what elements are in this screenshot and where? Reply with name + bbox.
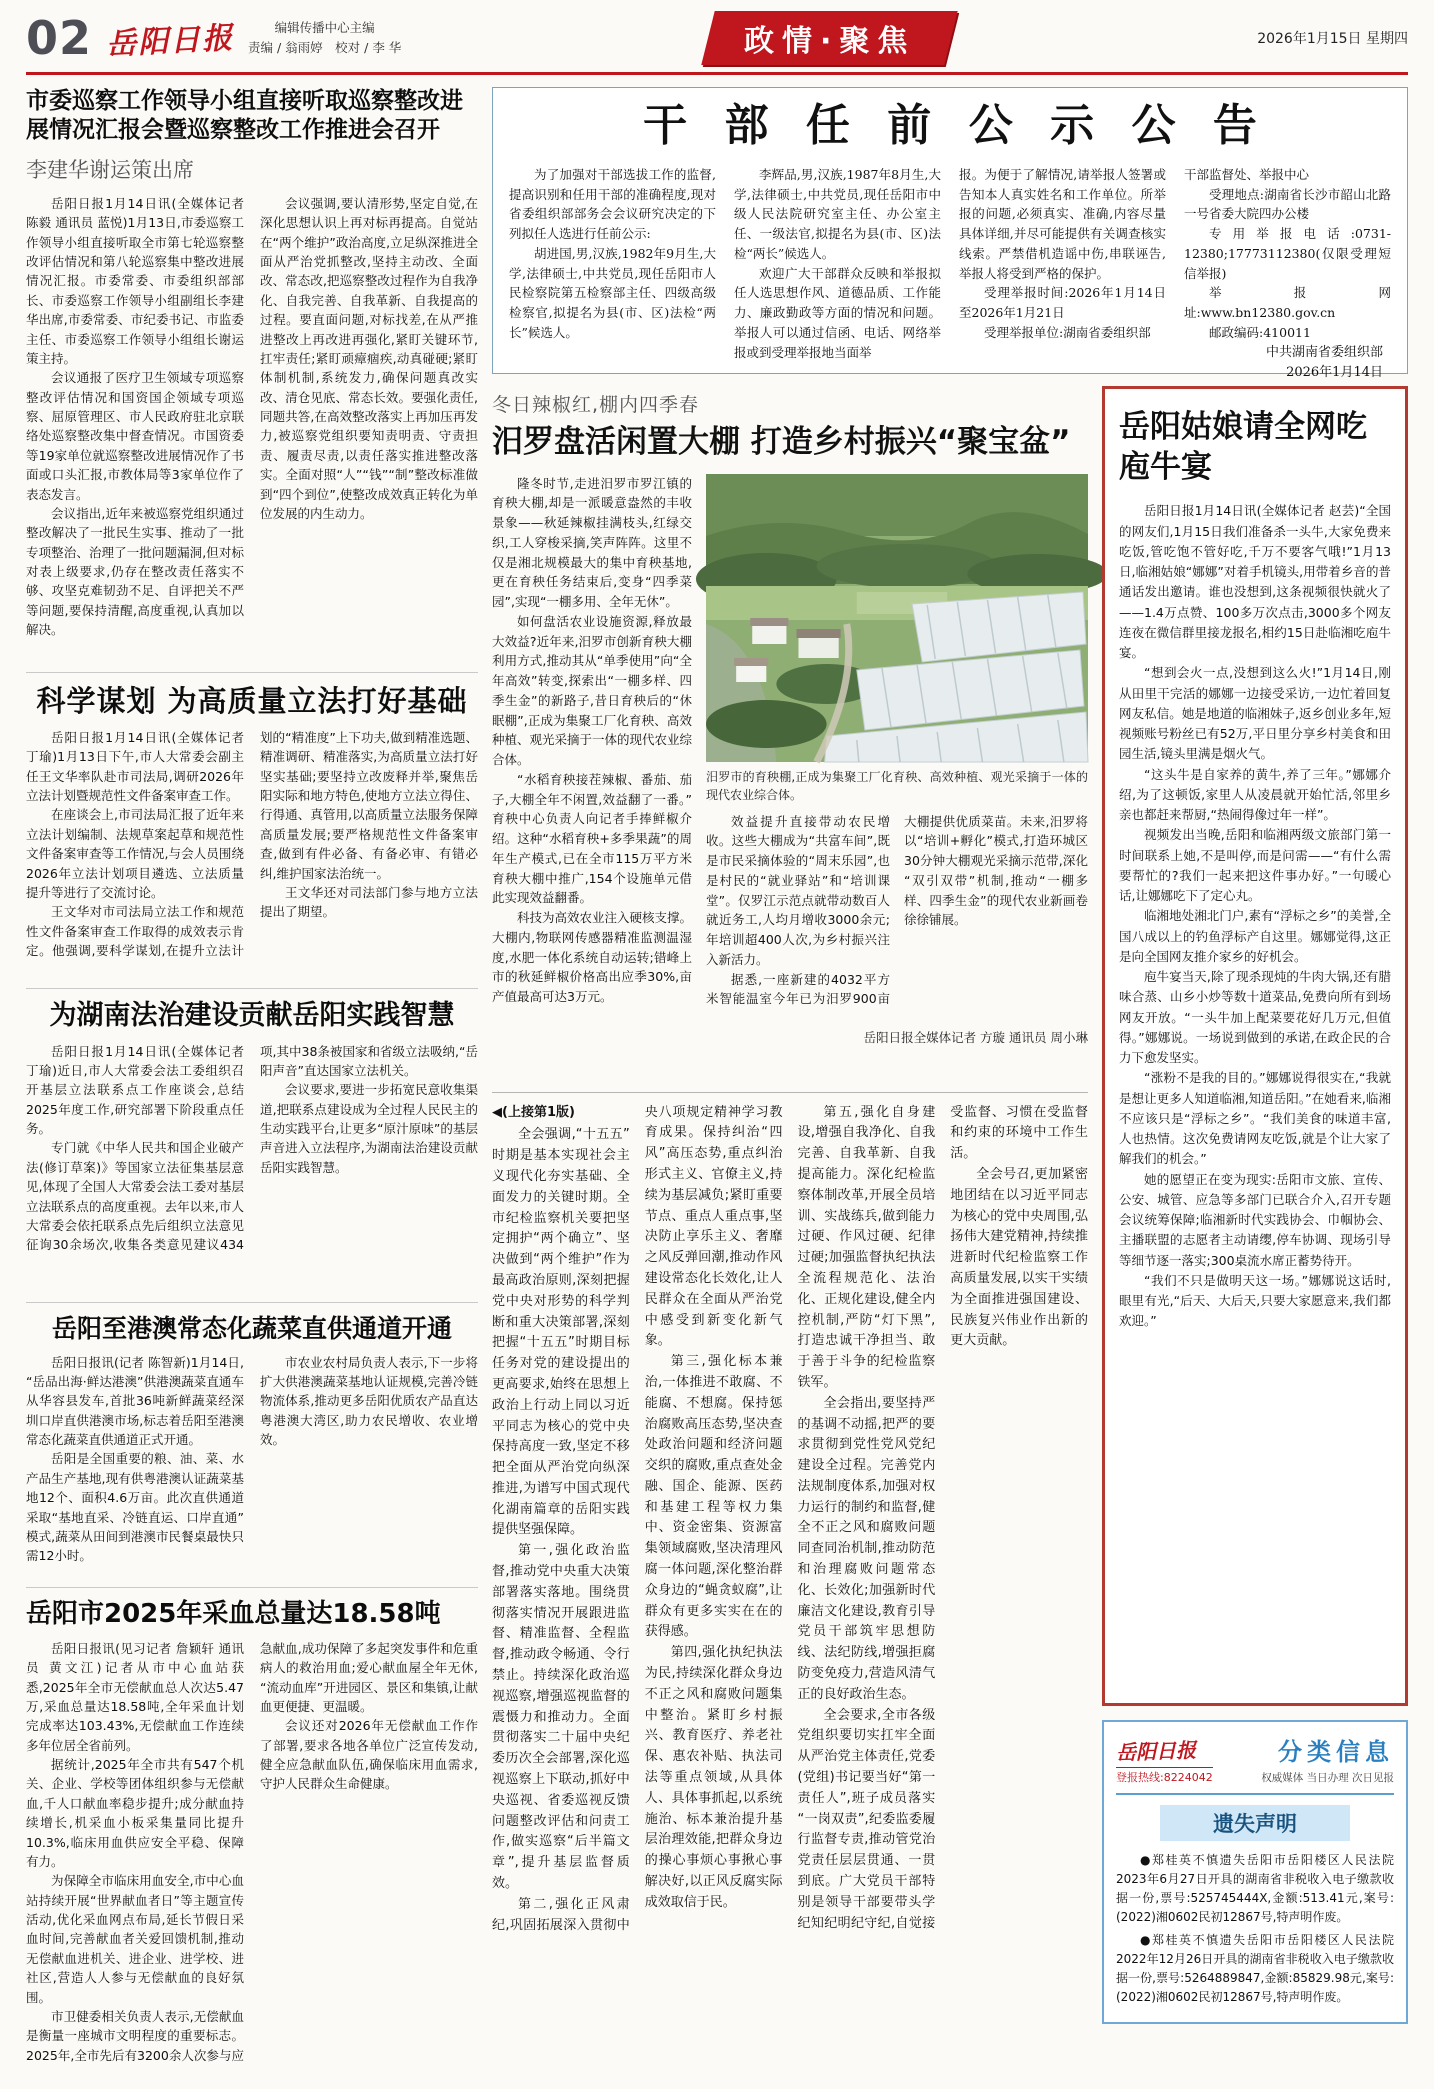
announcement-col-3 [959,165,1166,361]
greenhouse-article [492,390,1088,1078]
classified-header [1116,1732,1394,1795]
article-byline: 岳阳日报全媒体记者 方璇 通讯员 周小琳 [863,1029,1088,1045]
article-title: 岳阳市2025年采血总量达18.58吨 [26,1598,441,1629]
paragraph: 为了加强对干部选拔工作的监督,提高识别和任用干部的准确程度,现对省委组织部部务会会议研究决定的下列拟任人选进行任前公示: [509,166,716,242]
paragraph: 报。为便于了解情况,请举报人签署或告知本人真实姓名和工作单位。所举报的问题,必须真实、准确,内容尽量具体详细,并尽可能提供有关调查核实线索。严禁借机造谣中伤,串联诬告,举报人将受到严格的保护。 [959,166,1166,281]
article-title: 岳阳姑娘请全网吃庖牛宴 [1119,408,1367,486]
paragraph: 邮政编码:410011 [1209,324,1311,340]
paragraph: 隆冬时节,走进汨罗市罗江镇的育秧大棚,却是一派暖意盎然的丰收景象——秋延辣椒挂满枝头,红绿交织,工人穿梭采摘,笑声阵阵。这里不仅是湘北规模最大的集中育秧基地,更在育秧任务结束后,变身“四季菜园”,实现“一棚多用、全年无休”。 [492,475,692,610]
editor-title: 编辑传播中心主编 [274,20,375,35]
paragraph: 科技为高效农业注入硬核支撑。大棚内,物联网传感器精准监测温湿度,水肥一体化系统自动运转;错峰上市的秋延鲜椒价格高出应季30%,亩产值最高可达3万元。 [492,910,693,1005]
paragraph: 受理举报单位:湖南省委组织部 [984,324,1151,340]
announcement-col-2 [734,165,941,361]
editors-block [248,18,401,58]
paragraph: 为保障全市临床用血安全,市中心血站持续开展“世界献血者日”等主题宣传活动,优化采血网点布局,延长节假日采血时间,完善献血者关爱回馈机制,推动无偿献血进机关、进企业、进学校、进社区,营造人人参与无偿献血的良好氛围。 [26,1873,244,2005]
paragraph: 第二,强化正风肃纪,巩固拓展深入贯彻中央八项规定精神学习教育成果。保持纠治“四风”高压态势,重点纠治形式主义、官僚主义,持续为基层减负;紧盯重要节点、重点人重点事,坚决防止享乐主义、奢靡之风反弹回潮,推动作风建设常态化长效化,让人民群众在全面从严治党中感受到新变化新气象。 [492,1104,783,1933]
article-title: 为湖南法治建设贡献岳阳实践智慧 [49,999,455,1031]
continued-tag: ◀(上接第1版) [492,1104,575,1120]
left-column [26,87,478,2089]
loss-notice-title: 遗失声明 [1160,1805,1349,1841]
section-banner-wrap [401,11,1257,65]
paragraph: 全会指出,要坚持严的基调不动摇,把严的要求贯彻到党性党风党纪建设全过程。完善党内法规制度体系,加强对权力运行的制约和监督,健全不正之风和腐败问题同查同治机制,推动防范和治理腐败问题常态化、长效化;加强新时代廉洁文化建设,教育引导党员干部筑牢思想防线、法纪防线,增强拒腐防变免疫力,营造风清气正的良好政治生态。 [797,1395,936,1702]
paragraph: 会议通报了医疗卫生领域专项巡察整改评估情况和国资国企领域专项巡察、屈原管理区、市人民政府驻北京联络处巡察整改集中督查情况。市国资委等19家单位就巡察整改进展情况作了书面或口头汇报,市教体局等3家单位作了表态发言。 [26,370,244,502]
article-title: 科学谋划 为高质量立法打好基础 [36,683,468,718]
paragraph: 她的愿望正在变为现实:岳阳市文旅、宣传、公安、城管、应急等多部门已联合介入,召开专题会议统筹保障;临湘新时代实践协会、巾帼协会、主播联盟的志愿者主动请缨,停车协调、现场引导等细节逐一落实;300桌流水席正蓄势待开。 [1119,1171,1391,1268]
paragraph: 视频发出当晚,岳阳和临湘两级文旅部门第一时间联系上她,不是叫停,而是问需——“有什么需要帮忙的?我们一起来把这件事办好。”一句暖心话,让娜娜吃下了定心丸。 [1119,827,1391,904]
article-inspection-meeting [26,87,478,673]
masthead [26,8,1408,68]
article-title: 市委巡察工作领导小组直接听取巡察整改进展情况汇报会暨巡察整改工作推进会召开 [26,88,463,144]
middle-flow [492,386,1088,2025]
loss-notice-items [1116,1851,1394,2008]
article-body [26,1353,478,1577]
article-title: 岳阳至港澳常态化蔬菜直供通道开通 [51,1313,452,1343]
paragraph: “想到会火一点,没想到这么火!”1月14日,刚从田里干完活的娜娜一边接受采访,一边忙着回复网友私信。她是地道的临湘妹子,返乡创业多年,短视频账号粉丝已有52万,平日里分享乡村美食和田园生活,镜头里满是烟火气。 [1119,665,1391,762]
paragraph: “我们不只是做明天这一场。”娜娜说这话时,眼里有光,“后天、大后天,只要大家愿意来,我们都欢迎。” [1119,1272,1391,1329]
paragraph: 全会强调,“十五五”时期是基本实现社会主义现代化夯实基础、全面发力的关键时期。全市纪检监察机关要把坚定拥护“两个确立”、坚决做到“两个维护”作为最高政治原则,深刻把握党中央对形势的科学判断和重大决策部署,深刻把握“十五五”时期目标任务对党的建设提出的更高要求,始终在思想上政治上行动上同以习近平同志为核心的党中央保持高度一致,坚定不移把全面从严治党向纵深推进,为谱写中国式现代化湖南篇章的岳阳实践提供坚强保障。 [492,1127,630,1538]
article-kicker: 冬日辣椒红,棚内四季春 [492,393,700,416]
paragraph: 岳阳日报1月14日讯(全媒体记者 丁瑜)近日,市人大常委会法工委组织召开基层立法联系点工作座谈会,总结2025年度工作,研究部署下阶段重点任务。 [26,1043,244,1137]
page-content [26,87,1408,2089]
article-subtitle: 李建华谢运策出席 [26,157,194,182]
article-body-columns [706,812,1088,1022]
paragraph: 岳阳是全国重要的粮、油、菜、水产品生产基地,现有供粤港澳认证蔬菜基地12个、面积4.6万亩。此次直供通道采取“基地直采、冷链直运、口岸直通”模式,蔬菜从田间到港澳市民餐桌最快只需12小时。 [26,1451,244,1564]
announcement-columns [509,165,1391,381]
paragraph: 在座谈会上,市司法局汇报了近年来立法计划编制、法规草案起草和规范性文件备案审查等工作情况,与会人员围绕2026年立法计划项目遴选、立法质量提升等进行了交流讨论。 [26,807,244,900]
appointment-announcement [492,87,1408,381]
announcement-signature [1184,343,1391,385]
article-lead-column [492,474,692,1078]
paragraph: 第三,强化标本兼治,一体推进不敢腐、不能腐、不想腐。保持惩治腐败高压态势,坚决查处政治问题和经济问题交织的腐败,重点查处金融、国企、能源、医药和基建工程等权力集中、资金密集、资源富集领域腐败,坚决清理风腐一体问题,深化整治群众身边的“蝇贪蚁腐”,让群众有更多实实在在的获得感。 [644,1354,783,1640]
paragraph: 会议指出,近年来被巡察党组织通过整改解决了一批民生实事、推动了一批专项整治、治理了一批问题漏洞,但对标对表上级要求,仍存在整改责任落实不够、攻坚克难韧劲不足、自评把关不严等问题,要保持清醒,高度重视,认真加以解决。 [26,505,244,638]
paragraph: 干部监督处、举报中心 [1184,166,1310,182]
article-vegetable-channel [26,1313,478,1588]
article-photo-column [706,474,1088,1078]
paragraph: “水稻育秧接茬辣椒、番茄、茄子,大棚全年不闲置,效益翻了一番。”育秧中心负责人向记者手捧鲜椒介绍。这种“水稻育秧+多季果蔬”的周年生产模式,已在全市115万平方米育秧大棚中推广,154个设施单元借此实现效益翻番。 [492,771,692,906]
newspaper-logo: 岳阳日报 [105,20,236,63]
announcement-title: 干部任前公示公告 [643,100,1295,151]
continued-from-page-one [492,1092,1088,1943]
greenhouse-aerial-photo [706,474,1088,762]
classified-ads-box [1102,1720,1408,2025]
editor-names: 责编 / 翁雨婷 校对 / 李 华 [248,40,402,55]
paragraph: 临湘地处湘北门户,素有“浮标之乡”的美誉,全国八成以上的钓鱼浮标产自这里。娜娜觉得,这正是向全国网友推介家乡的好机会。 [1119,908,1391,964]
paragraph: 受理举报时间:2026年1月14日至2026年1月21日 [959,285,1166,321]
mid-row [492,386,1408,2025]
loss-notice-item: ●郑桂英不慎遗失岳阳市岳阳楼区人民法院2022年12月26日开具的湖南省非税收入电子缴款收据一份,票号:5264889847,金额:85829.98元,案号:(2022)湘0602民初12867号,特声明作废。 [1116,1932,1394,2005]
masthead-left [26,11,402,65]
article-blood-donation [26,1598,478,2079]
classified-brand-logo: 岳阳日报 [1115,1737,1197,1765]
section-banner [701,11,958,65]
paragraph: 岳阳日报1月14日讯(全媒体记者 陈毅 通讯员 蓝悦)1月13日,市委巡察工作领导小组直接听取全市第七轮巡察整改评估情况和第八轮巡察集中整改进展情况汇报。市委常委、市委组织部部长、市委巡察工作领导小组副组长李建华出席,市委常委、市纪委书记、市监委主任、市委巡察工作领导小组组长谢运策主持。 [26,195,244,366]
right-column [1102,386,1408,2025]
issue-date: 2026年1月15日 星期四 [1257,31,1408,47]
paragraph: 岳阳日报讯(记者 陈智新)1月14日,“岳品出海·鲜达港澳”供港澳蔬菜直通车从华容县发车,首批36吨新鲜蔬菜经深圳口岸直供港澳市场,标志着岳阳至港澳常态化蔬菜直供通道正式开通。 [26,1354,244,1448]
paragraph: 市农业农村局负责人表示,下一步将扩大供港澳蔬菜基地认证规模,完善冷链物流体系,推动更多岳阳优质农产品直达粤港澳大湾区,助力农民增收、农业增效。 [260,1354,478,1448]
article-body [26,1042,478,1292]
beef-feast-article [1102,386,1408,1706]
paragraph: 专门就《中华人民共和国企业破产法(修订草案)》等国家立法征集基层意见,体现了全国人大常委会法工委对基层立法联系点的高度重视。去年以来,市人大常委会依托联系点先后组织立法意见征询30余场次,收集各类意见建议434项,其中38条被国家和省级立法吸纳,“岳阳声音”直达国家立法机关。 [26,1043,478,1253]
classified-brand-block [1116,1735,1213,1785]
page-number: 02 [26,11,93,65]
announcement-col-4 [1184,165,1391,381]
classified-title: 分类信息 [1278,1737,1394,1766]
paragraph: 胡进国,男,汉族,1982年9月生,大学,法律硕士,中共党员,现任岳阳市人民检察院第五检察部主任、四级高级检察官,拟提名为县(市、区)法检“两长”候选人。 [509,245,716,340]
signature-org: 中共湖南省委组织部 [1265,344,1383,360]
article-body [1119,501,1391,1331]
article-body [26,1639,478,2069]
masthead-rule [26,72,1408,75]
paragraph: 第一,强化政治监督,推动党中央重大决策部署落实落地。围绕贯彻落实情况开展跟进监督、精准监督、全程监督,推动政令畅通、令行禁止。持续深化政治巡视巡察,增强巡视监督的震慑力和推动力。全面贯彻落实二十届中央纪委历次全会部署,深化巡视巡察上下联动,抓好中央巡视、省委巡视反馈问题整改评估和问责工作,做实巡察“后半篇文章”,提升基层监督质效。 [492,1543,630,1892]
classified-title-block [1261,1732,1394,1785]
section-title: 政情·聚焦 [743,24,915,59]
paragraph: 王文华还对司法部门参与地方立法提出了期望。 [260,884,478,920]
article-body [26,194,478,662]
paragraph: 王文华对市司法局立法工作和规范性文件备案审查工作取得的成效表示肯定。他强调,要科学谋划,在提升立法计划的“精准度”上下功夫,做到精准选题、精准调研、精准落实,为高质量立法打好坚实基础;要坚持立改废释并举,聚焦岳阳实际和地方特色,使地方立法立得住、行得通、真管用,以高质量立法服务保障高质量发展;要严格规范性文件备案审查,做到有件必备、有备必审、有错必纠,维护国家法治统一。 [26,729,478,959]
signature-date: 2026年1月14日 [1286,365,1383,381]
paragraph: 李辉品,男,汉族,1987年8月生,大学,法律硕士,中共党员,现任岳阳市中级人民法院研究室主任、办公室主任、一级法官,拟提名为县(市、区)法检“两长”候选人。 [734,166,941,261]
article-title: 汨罗盘活闲置大棚 打造乡村振兴“聚宝盆” [492,423,1071,460]
paragraph: 如何盘活农业设施资源,释放最大效益?近年来,汨罗市创新育秧大棚利用方式,推动其从“单季使用”向“全年高效”转变,探索出“一棚多样、四季生金”的新路子,昔日育秧后的“休眠棚”,正成为集聚工厂化育秧、高效种植、观光采摘于一体的现代农业综合体。 [492,613,693,768]
article-body [26,728,478,978]
announcement-col-4-body [1184,165,1391,343]
classified-hotline: 登报热线:8224042 [1116,1767,1213,1785]
paragraph: 专用举报电话:0731-12380;17773112380(仅限受理短信举报) [1184,226,1391,281]
paragraph: 据悉,一座新建的4032平方米智能温室今年已为汨罗900亩大棚提供优质菜苗。未来,汨罗将以“培训+孵化”模式,打造环城区30分钟大棚观光采摘示范带,深化“双引双带”机制,推动“一棚多样、四季生金”的现代农业新画卷徐徐铺展。 [706,813,1088,1007]
photo-caption: 汨罗市的育秧棚,正成为集聚工厂化育秧、高效种植、观光采摘于一体的现代农业综合体。 [706,769,1088,802]
paragraph: 效益提升直接带动农民增收。这些大棚成为“共富车间”,既是市民采摘体验的“周末乐园”,也是村民的“就业驿站”和“培训课堂”。仅罗江示范点就带动数百人就近务工,人均月增收3000余元;年培训超400人次,为乡村振兴注入新活力。 [706,813,890,967]
article-rule-of-law-wisdom [26,999,478,1303]
paragraph: “这头牛是自家养的黄牛,养了三年。”娜娜介绍,为了这顿饭,家里人从凌晨就开始忙活,邻里乡亲也都赶来帮厨,“热闹得像过年一样”。 [1119,766,1391,823]
paragraph: 会议还对2026年无偿献血工作作了部署,要求各地各单位广泛宣传发动,健全应急献血队伍,确保临床用血需求,守护人民群众生命健康。 [260,1718,478,1792]
article-body [492,474,1088,1078]
paragraph: 第五,强化自身建设,增强自我净化、自我完善、自我革新、自我提高能力。深化纪检监察体制改革,开展全员培训、实战练兵,做到能力过硬、作风过硬、纪律过硬;加强监督执纪执法全流程规范化、法治化、正规化建设,健全内控机制,严防“灯下黑”,打造忠诚干净担当、敢于善于斗争的纪检监察铁军。 [797,1104,936,1390]
paragraph: “涨粉不是我的目的。”娜娜说得很实在,“我就是想让更多人知道临湘,知道岳阳。”在她看来,临湘不应该只是“浮标之乡”。“我们美食的味道丰富,人也热情。这次免费请网友吃饭,就是个让大家了解我们的机会。” [1119,1070,1391,1167]
article-legislation-planning [26,683,478,989]
paragraph: 第四,强化执纪执法为民,持续深化群众身边不正之风和腐败问题集中整治。紧盯乡村振兴、教育医疗、养老社保、惠农补贴、执法司法等重点领域,从具体人、具体事抓起,以系统施治、标本兼治提升基层治理效能,把群众身边的操心事烦心事揪心事解决好,以正风反腐实际成效取信于民。 [644,1645,783,1910]
paragraph: 会议强调,要认清形势,坚定自觉,在深化思想认识上再对标再提高。自觉站在“两个维护”政治高度,立足纵深推进全面从严治党抓整改,坚持主动改、全面改、常态改,把巡察整改过程作为自我净化、自我完善、自我革新、自我提高的过程。要直面问题,对标找差,在从严推进整改上再改进再强化,紧盯关键环节,扛牢责任;紧盯顽瘴痼疾,动真碰硬;紧盯体制机制,系统发力,确保问题真改实改、清仓见底、常态长效。要强化责任,同题共答,在高效整改落实上再加压再发力,被巡察党组织要知责明责、守责担责、履责尽责,以责任落实推进整改落实。全面对照“人”“钱”“制”整改标准做到“四个到位”,使整改成效真正转化为单位发展的内生动力。 [260,195,478,521]
paragraph: 市卫健委相关负责人表示,无偿献血是衡量一座城市文明程度的重要标志。2025年,全市先后有3200余人次参与应急献血,成功保障了多起突发事件和危重病人的救治用血;爱心献血屋全年无休,“流动血库”开进园区、景区和集镇,让献血更便捷、更温暖。 [26,1640,478,2063]
paragraph: 欢迎广大干部群众反映和举报拟任人选思想作风、道德品质、工作能力、廉政勤政等方面的情况和问题。举报人可以通过信函、电话、网络举报或到受理举报地当面举 [734,265,941,360]
loss-notice-item: ●郑桂英不慎遗失岳阳市岳阳楼区人民法院2023年6月27日开具的湖南省非税收入电子缴款收据一份,票号:525745444X,金额:513.41元,案号:(2022)湘0602民初12867号,特声明作废。 [1116,1852,1394,1925]
paragraph: 会议要求,要进一步拓宽民意收集渠道,把联系点建设成为全过程人民民主的生动实践平台,让更多“原汁原味”的基层声音进入立法程序,为湖南法治建设贡献岳阳实践智慧。 [260,1082,478,1175]
paragraph: 全会号召,更加紧密地团结在以习近平同志为核心的党中央周围,弘扬伟大建党精神,持续推进新时代纪检监察工作高质量发展,以实干实绩为全面推进强国建设、民族复兴伟业作出新的更大贡献。 [950,1166,1088,1349]
paragraph: 举报网址:www.bn12380.gov.cn [1184,285,1391,321]
paragraph: 岳阳日报1月14日讯(全媒体记者 丁瑜)1月13日下午,市人大常委会副主任王文华率队赴市司法局,调研2026年立法计划暨规范性文件备案审查工作。 [26,729,244,804]
main-column [492,87,1408,2089]
continued-body [492,1103,1088,1943]
paragraph: 据统计,2025年全市共有547个机关、企业、学校等团体组织参与无偿献血,千人口献血率稳步提升;成分献血持续增长,机采血小板采集量同比提升10.3%,临床用血供应安全平稳、保障有力。 [26,1757,244,1869]
classified-tagline: 权威媒体 当日办理 次日见报 [1261,1771,1394,1784]
paragraph: 岳阳日报讯(见习记者 詹颖轩 通讯员 黄文江)记者从市中心血站获悉,2025年全市无偿献血总人次达5.47万,采血总量达18.58吨,全年采血计划完成率达103.43%,无偿献血工作连续多年位居全省前列。 [26,1640,244,1753]
paragraph: 岳阳日报1月14日讯(全媒体记者 赵芸)“全国的网友们,1月15日我们准备杀一头牛,大家免费来吃饭,管吃饱不管好吃,千万不要客气哦!”1月13日,临湘姑娘“娜娜”对着手机镜头,用带着乡音的普通话发出邀请。谁也没想到,这条视频很快就火了——1.4万点赞、100多万次点击,3000多个网友连夜在微信群里接龙报名,相约15日赴临湘吃庖牛宴。 [1119,503,1391,661]
paragraph: 受理地点:湖南省长沙市韶山北路一号省委大院四办公楼 [1184,186,1391,222]
announcement-col-1 [509,165,716,361]
paragraph: 庖牛宴当天,除了现杀现炖的牛肉大锅,还有腊味合蒸、山乡小炒等数十道菜品,免费向所有到场网友开放。“一头牛加上配菜要花好几万元,但值得。”娜娜说。一场说到做到的承诺,在政企民的合力下愈发坚实。 [1119,969,1391,1066]
paragraph: 全会要求,全市各级党组织要切实扛牢全面从严治党主体责任,党委(党组)书记要当好“第一责任人”,班子成员落实“一岗双责”,纪委监委履行监督专责,推动管党治党责任层层贯通、一贯到底。广大党员干部特别是领导干部要带头学纪知纪明纪守纪,自觉接受监督、习惯在受监督和约束的环境中工作生活。 [797,1104,1088,1931]
